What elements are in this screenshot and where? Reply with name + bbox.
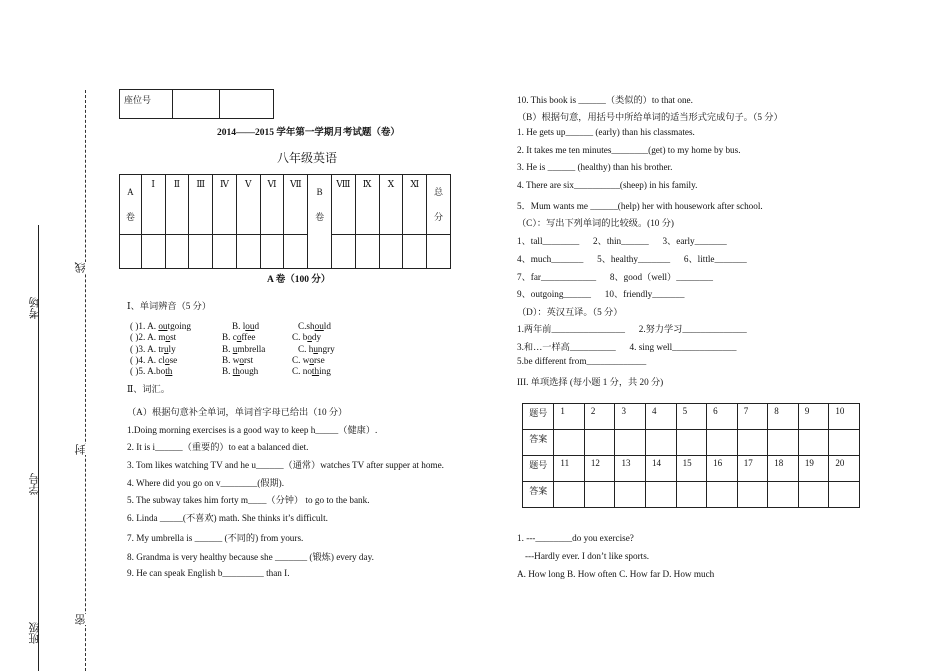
vocab-item: 6. Linda _____(不喜欢) math. She thinks it’s difficult.	[127, 513, 328, 523]
phonetic-c-prefix: C.sh	[298, 321, 315, 331]
seat-box-2[interactable]	[220, 90, 274, 119]
answer-cell[interactable]	[676, 482, 707, 508]
phonetic-option-a	[130, 355, 177, 365]
phonetic-c-prefix: C. no	[292, 366, 312, 377]
answer-cell[interactable]	[554, 482, 585, 508]
phonetic-option-c	[292, 355, 325, 365]
score-header-cell	[236, 175, 260, 235]
score-header-char-2: 卷	[125, 212, 135, 222]
margin-label-feng: 封	[75, 444, 87, 455]
answer-cell[interactable]	[829, 430, 860, 456]
score-header-label: Ⅳ	[219, 179, 229, 189]
answer-table-num: 14	[646, 456, 677, 482]
score-header-label: Ⅲ	[196, 179, 206, 189]
answer-table-num: 4	[646, 404, 677, 430]
answer-table-num: 8	[768, 404, 799, 430]
score-input-cell[interactable]	[427, 235, 451, 269]
score-header-label: Ⅶ	[289, 179, 302, 189]
score-header-cell	[141, 175, 165, 235]
phonetic-a-underlined: u	[163, 343, 169, 354]
phonetic-c-underlined: o	[307, 332, 312, 343]
answer-table-num: 7	[737, 404, 768, 430]
score-input-cell[interactable]	[403, 235, 427, 269]
answer-cell[interactable]	[707, 430, 738, 456]
answer-cell[interactable]	[737, 482, 768, 508]
phonetic-b-prefix: B. w	[222, 354, 240, 365]
section2-parta: （A）根据句意补全单词，单词首字母已给出（10 分）	[127, 407, 348, 417]
partc-row: 7、far____________ 8、good（well）________	[517, 271, 713, 282]
section2-heading: Ⅱ、词汇。	[127, 384, 170, 394]
paper-a-title: A 卷（100 分）	[267, 275, 331, 285]
phonetic-b-prefix: B.	[222, 343, 233, 354]
phonetic-c-prefix: C. b	[292, 332, 308, 343]
score-input-cell[interactable]	[284, 235, 308, 269]
partd-row: 3.和…一样高__________ 4. sing well______________	[517, 341, 737, 352]
seat-number-label: 座位号	[120, 90, 173, 119]
vocab-item: 5. The subway takes him forty m____（分钟） to go to the bank.	[127, 495, 370, 505]
phonetic-c-rest: dy	[311, 332, 322, 343]
phonetic-c-underlined: u	[313, 343, 318, 354]
phonetic-b-rest: ffee	[241, 332, 256, 343]
partc-row: 4、much_______ 5、healthy_______ 6、little_______	[517, 253, 747, 264]
phonetic-c-rest: rse	[313, 354, 325, 365]
phonetic-b-underlined: u	[232, 343, 238, 354]
score-header-label: Ⅹ	[387, 179, 395, 189]
score-header-label: Ⅷ	[336, 179, 351, 189]
partb-item: 2. It takes me ten minutes________(get) to my home by bus.	[517, 144, 741, 155]
phonetic-b-rest: d	[254, 321, 260, 331]
partb-item: 5．Mum wants me ______(help) her with housework after school.	[517, 200, 763, 211]
subject-title: 八年级英语	[277, 151, 338, 165]
phonetic-b-rest: rst	[243, 354, 254, 365]
answer-table-num: 6	[707, 404, 738, 430]
phonetic-a-prefix: ( )1. A.	[130, 321, 159, 331]
answer-table-num: 1	[554, 404, 585, 430]
score-input-cell[interactable]	[213, 235, 237, 269]
answer-cell[interactable]	[829, 482, 860, 508]
phonetic-a-prefix: ( )3. A. tr	[130, 343, 164, 354]
phonetic-a-prefix: ( )4. A. cl	[130, 354, 165, 365]
phonetic-b-prefix: B.	[222, 366, 233, 377]
score-input-cell[interactable]	[331, 235, 355, 269]
answer-cell[interactable]	[707, 482, 738, 508]
vocab-item: 8. Grandma is very healthy because she _______ (锻炼) every day.	[127, 552, 374, 562]
answer-cell[interactable]	[676, 430, 707, 456]
score-header-cell	[213, 175, 237, 235]
score-header-char: 总	[434, 187, 444, 197]
score-input-cell[interactable]	[120, 235, 142, 269]
partb-item: 3. He is ______ (healthy) than his brother.	[517, 162, 673, 173]
phonetic-option-c	[298, 344, 335, 354]
answer-cell[interactable]	[554, 430, 585, 456]
phonetic-c-rest: ing	[319, 366, 331, 377]
vocab-item: 4. Where did you go on v________(假期).	[127, 478, 285, 488]
score-header-cell	[260, 175, 284, 235]
answer-table-ans-label: 答案	[523, 430, 554, 456]
score-input-cell[interactable]	[165, 235, 189, 269]
answer-table-num: 11	[554, 456, 585, 482]
phonetic-a-prefix: ( )2. A. m	[130, 332, 166, 343]
answer-table-num-label: 题号	[523, 456, 554, 482]
phonetic-b-rest: ough	[239, 366, 259, 377]
vocab-item: 7. My umbrella is ______ (不同的) from yours.	[127, 533, 304, 543]
score-header-char-2: 卷	[315, 212, 325, 222]
partc-row: 1、tall________ 2、thin______ 3、early_______	[517, 236, 727, 246]
vocab-item: 1.Doing morning exercises is a good way to keep h_____（健康）.	[127, 425, 378, 435]
phonetic-a-rest: ly	[168, 343, 176, 354]
phonetic-b-prefix: B. l	[232, 321, 246, 331]
score-header-label: Ⅴ	[244, 179, 252, 189]
answer-cell[interactable]	[584, 430, 615, 456]
phonetic-a-rest: se	[169, 354, 178, 365]
answer-cell[interactable]	[737, 430, 768, 456]
answer-table-num: 17	[737, 456, 768, 482]
score-input-cell[interactable]	[189, 235, 213, 269]
score-table	[119, 174, 451, 269]
answer-table-num: 12	[584, 456, 615, 482]
answer-cell[interactable]	[798, 482, 829, 508]
score-header-cell	[355, 175, 379, 235]
section3-heading: III. 单项选择 (每小题 1 分，共 20 分)	[517, 377, 664, 387]
score-header-cell	[331, 175, 355, 235]
answer-cell[interactable]	[646, 430, 677, 456]
phonetic-a-underlined: o	[164, 354, 170, 365]
phonetic-a-underlined: th	[165, 366, 173, 377]
question-1-options: A. How long B. How often C. How far D. How much	[517, 569, 715, 579]
answer-cell[interactable]	[646, 482, 677, 508]
partc-heading: （C）：写出下列单词的比较级。(10 分)	[517, 218, 674, 228]
score-header-cell	[379, 175, 403, 235]
score-header-cell	[284, 175, 308, 235]
phonetic-option-a	[130, 332, 176, 342]
phonetic-option-b	[222, 344, 265, 354]
seat-box-1[interactable]	[173, 90, 220, 119]
score-header-cell	[308, 175, 332, 269]
score-input-cell[interactable]	[141, 235, 165, 269]
phonetic-b-underlined: o	[236, 332, 242, 343]
phonetic-option-a	[130, 344, 176, 354]
answer-cell[interactable]	[615, 482, 646, 508]
phonetic-b-underlined: ou	[245, 321, 255, 331]
answer-table-num-label: 题号	[523, 404, 554, 430]
partb-item: 1. He gets up______ (early) than his classmates.	[517, 127, 695, 137]
score-input-cell[interactable]	[355, 235, 379, 269]
answer-cell[interactable]	[584, 482, 615, 508]
phonetic-a-underlined: ou	[158, 321, 168, 331]
margin-left-line	[38, 225, 39, 671]
answer-table-num: 19	[798, 456, 829, 482]
margin-label-mi: 密	[75, 614, 87, 625]
score-header-label: Ⅰ	[151, 179, 155, 189]
score-header-cell	[403, 175, 427, 235]
answer-table-ans-label: 答案	[523, 482, 554, 508]
margin-label-banji: 班级	[29, 622, 41, 644]
phonetic-option-b	[232, 321, 259, 331]
phonetic-c-prefix: C. h	[298, 343, 314, 354]
score-header-cell	[165, 175, 189, 235]
partb-heading: （B）根据句意，用括号中所给单词的适当形式完成句子。（5 分）	[517, 112, 783, 122]
score-header-label: Ⅱ	[173, 179, 180, 189]
phonetic-c-prefix: C. w	[292, 354, 310, 365]
answer-table-num: 18	[768, 456, 799, 482]
score-header-char: A	[127, 187, 134, 197]
answer-table-num: 15	[676, 456, 707, 482]
seat-number-table	[119, 89, 274, 119]
phonetic-a-rest: st	[170, 332, 177, 343]
phonetic-option-b	[222, 332, 256, 342]
answer-table-num: 3	[615, 404, 646, 430]
phonetic-a-prefix: ( )5. A.bo	[130, 366, 166, 377]
exam-title: 2014——2015 学年第一学期月考试题（卷）	[217, 128, 400, 138]
score-header-char-2: 分	[434, 212, 444, 222]
score-header-cell	[120, 175, 142, 235]
score-header-cell	[427, 175, 451, 235]
phonetic-option-a	[130, 366, 172, 376]
phonetic-option-b	[222, 366, 258, 376]
partd-row: 1.两年前________________ 2.努力学习______________	[517, 324, 747, 334]
answer-table-num: 2	[584, 404, 615, 430]
answer-table-num: 10	[829, 404, 860, 430]
phonetic-option-c	[292, 366, 331, 376]
score-header-cell	[189, 175, 213, 235]
margin-label-xian: 线	[75, 262, 87, 273]
answer-table-num: 16	[707, 456, 738, 482]
item-10: 10. This book is ______（类似的）to that one.	[517, 95, 693, 105]
phonetic-b-underlined: th	[232, 366, 240, 377]
answer-table-num: 13	[615, 456, 646, 482]
answer-cell[interactable]	[798, 430, 829, 456]
phonetic-b-underlined: o	[239, 354, 244, 365]
phonetic-a-underlined: o	[165, 332, 171, 343]
score-input-cell[interactable]	[260, 235, 284, 269]
phonetic-option-c	[298, 321, 331, 331]
answer-table-num: 9	[798, 404, 829, 430]
vocab-item: 3. Tom likes watching TV and he u______（通常）watches TV after supper at home.	[127, 460, 444, 470]
partd-row: 5.be different from_____________	[517, 356, 647, 366]
margin-dashed-line	[85, 90, 86, 671]
phonetic-c-underlined: ou	[314, 321, 324, 331]
score-input-cell[interactable]	[379, 235, 403, 269]
phonetic-c-rest: ld	[323, 321, 331, 331]
phonetic-c-underlined: o	[309, 354, 314, 365]
phonetic-option-a	[130, 321, 191, 331]
vocab-item: 9. He can speak English b_________ than I.	[127, 568, 290, 578]
partb-item: 4. There are six__________(sheep) in his family.	[517, 180, 698, 191]
partc-row: 9、outgoing______ 10、friendly_______	[517, 289, 685, 300]
answer-cell[interactable]	[615, 430, 646, 456]
phonetic-a-rest: tgoing	[167, 321, 191, 331]
margin-label-kaochang: 考场	[29, 297, 41, 319]
score-header-label: Ⅸ	[362, 179, 372, 189]
score-header-char: B	[316, 187, 323, 197]
vocab-item: 2. It is i______（重要的）to eat a balanced diet.	[127, 442, 309, 452]
phonetic-option-b	[222, 355, 253, 365]
question-1: 1. ---________do you exercise?	[517, 533, 634, 543]
phonetic-b-prefix: B. c	[222, 332, 237, 343]
phonetic-c-rest: ngry	[317, 343, 335, 354]
margin-label-xuehao: 学号	[29, 473, 41, 495]
answer-table-num: 20	[829, 456, 860, 482]
phonetic-c-underlined: th	[311, 366, 320, 377]
phonetic-option-c	[292, 332, 321, 342]
phonetic-b-rest: mbrella	[237, 343, 266, 354]
answer-cell[interactable]	[768, 430, 799, 456]
answer-table-num: 5	[676, 404, 707, 430]
section1-heading: Ⅰ、单词辨音（5 分）	[127, 301, 212, 311]
partd-heading: （D）：英汉互译。（5 分）	[517, 307, 623, 317]
answer-table	[522, 403, 860, 508]
score-input-cell[interactable]	[236, 235, 260, 269]
question-1-reply: ---Hardly ever. I don’t like sports.	[525, 551, 650, 561]
score-header-label: Ⅵ	[267, 179, 277, 189]
score-header-label: Ⅺ	[410, 179, 420, 189]
answer-cell[interactable]	[768, 482, 799, 508]
